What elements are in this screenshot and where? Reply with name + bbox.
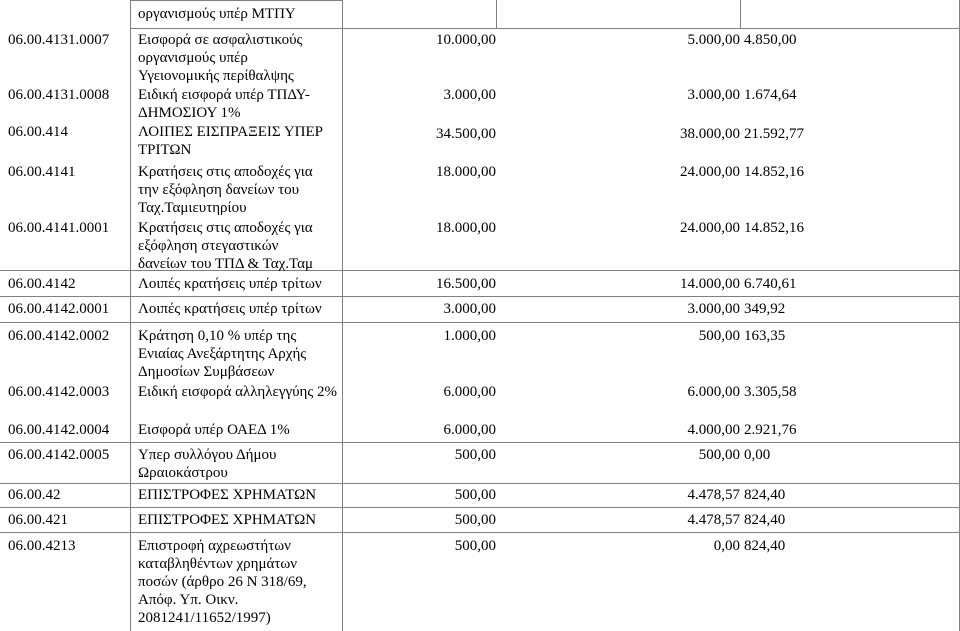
row-value-1: 3.000,00 — [443, 301, 496, 317]
grid-line — [0, 507, 960, 508]
row-value-1: 18.000,00 — [436, 164, 496, 180]
row-value-2: 24.000,00 — [680, 220, 740, 236]
row-description: Κράτηση 0,10 % υπέρ της Ενιαίας Ανεξάρτητης Αρχής Δημοσίων Συμβάσεων — [138, 328, 307, 380]
row-value-1: 18.000,00 — [436, 220, 496, 236]
row-value-1: 500,00 — [454, 447, 496, 463]
row-description: ΕΠΙΣΤΡΟΦΕΣ ΧΡΗΜΑΤΩΝ — [138, 487, 317, 503]
row-code: 06.00.414 — [8, 124, 68, 140]
row-code: 06.00.4141 — [8, 164, 76, 180]
grid-line — [0, 322, 960, 323]
row-value-1: 3.000,00 — [443, 87, 496, 103]
row-value-1: 16.500,00 — [436, 276, 496, 292]
row-code: 06.00.4142.0003 — [8, 384, 110, 400]
row-value-3: 21.592,77 — [744, 126, 804, 142]
row-code: 06.00.4131.0007 — [8, 32, 110, 48]
row-description: Κρατήσεις στις αποδοχές για εξόφληση στεγαστικών δανείων του ΤΠΔ & Ταχ.Ταμ — [138, 220, 314, 272]
row-value-3: 3.305,58 — [744, 384, 797, 400]
row-description: Εισφορά υπέρ ΟΑΕΔ 1% — [138, 422, 290, 438]
row-description: Εισφορά σε ασφαλιστικούς οργανισμούς υπέρ Υγειονομικής περίθαλψης — [138, 32, 303, 84]
row-value-3: 14.852,16 — [744, 164, 804, 180]
row-value-2: 38.000,00 — [680, 126, 740, 142]
row-code: 06.00.4213 — [8, 538, 76, 554]
row-description: ΛΟΙΠΕΣ ΕΙΣΠΡΑΞΕΙΣ ΥΠΕΡ ΤΡΙΤΩΝ — [138, 124, 323, 158]
row-value-1: 500,00 — [454, 538, 496, 554]
row-code: 06.00.4142.0002 — [8, 328, 110, 344]
row-value-2: 0,00 — [713, 538, 740, 554]
row-value-3: 824,40 — [744, 512, 786, 528]
row-code: 06.00.4142.0005 — [8, 447, 110, 463]
row-description: Ειδική εισφορά υπέρ ΤΠΔΥ-ΔΗΜΟΣΙΟΥ 1% — [138, 87, 310, 121]
row-description: Υπερ συλλόγου Δήμου Ωραιοκάστρου — [138, 447, 277, 481]
row-value-3: 6.740,61 — [744, 276, 797, 292]
row-value-3: 349,92 — [744, 301, 786, 317]
row-value-1: 34.500,00 — [436, 126, 496, 142]
row-value-2: 24.000,00 — [680, 164, 740, 180]
grid-line — [740, 0, 741, 28]
grid-line — [0, 296, 960, 297]
row-description: Κρατήσεις στις αποδοχές για την εξόφληση δανείων του Ταχ.Ταμιευτηρίου — [138, 164, 313, 216]
row-value-1: 10.000,00 — [436, 32, 496, 48]
row-value-1: 6.000,00 — [443, 384, 496, 400]
row-value-1: 1.000,00 — [443, 328, 496, 344]
row-value-3: 0,00 — [744, 447, 771, 463]
row-value-2: 500,00 — [698, 447, 740, 463]
row-value-2: 3.000,00 — [687, 87, 740, 103]
row-value-2: 4.478,57 — [687, 487, 740, 503]
row-value-1: 6.000,00 — [443, 422, 496, 438]
row-value-2: 6.000,00 — [687, 384, 740, 400]
row-description: Λοιπές κρατήσεις υπέρ τρίτων — [138, 301, 322, 317]
row-value-1: 500,00 — [454, 512, 496, 528]
grid-line — [0, 532, 960, 533]
row-code: 06.00.4131.0008 — [8, 87, 110, 103]
row-value-3: 2.921,76 — [744, 422, 797, 438]
grid-line — [496, 0, 497, 28]
row-value-3: 14.852,16 — [744, 220, 804, 236]
row-description: οργανισμούς υπέρ ΜΤΠΥ — [138, 6, 296, 22]
grid-line — [0, 483, 960, 484]
row-code: 06.00.4141.0001 — [8, 220, 110, 236]
row-value-3: 824,40 — [744, 487, 786, 503]
row-value-3: 824,40 — [744, 538, 786, 554]
row-description: Επιστροφή αχρεωστήτων καταβληθέντων χρημάτων ποσών (άρθρο 26 Ν 318/69, Απόφ. Υπ. Οικν. 2081241/11652/1997) — [138, 538, 307, 626]
row-value-3: 1.674,64 — [744, 87, 797, 103]
grid-line — [130, 0, 131, 631]
row-value-2: 14.000,00 — [680, 276, 740, 292]
row-value-2: 5.000,00 — [687, 32, 740, 48]
row-code: 06.00.42 — [8, 487, 61, 503]
row-value-2: 4.000,00 — [687, 422, 740, 438]
row-value-2: 500,00 — [698, 328, 740, 344]
row-value-2: 4.478,57 — [687, 512, 740, 528]
row-code: 06.00.421 — [8, 512, 68, 528]
row-description: Ειδική εισφορά αλληλεγγύης 2% — [138, 384, 338, 400]
row-value-1: 500,00 — [454, 487, 496, 503]
grid-line — [130, 28, 960, 29]
row-code: 06.00.4142 — [8, 276, 76, 292]
row-description: ΕΠΙΣΤΡΟΦΕΣ ΧΡΗΜΑΤΩΝ — [138, 512, 317, 528]
row-code: 06.00.4142.0001 — [8, 301, 110, 317]
row-value-3: 4.850,00 — [744, 32, 797, 48]
grid-line — [130, 0, 342, 1]
row-code: 06.00.4142.0004 — [8, 422, 110, 438]
row-value-2: 3.000,00 — [687, 301, 740, 317]
row-value-3: 163,35 — [744, 328, 786, 344]
grid-line — [0, 442, 960, 443]
row-description: Λοιπές κρατήσεις υπέρ τρίτων — [138, 276, 322, 292]
